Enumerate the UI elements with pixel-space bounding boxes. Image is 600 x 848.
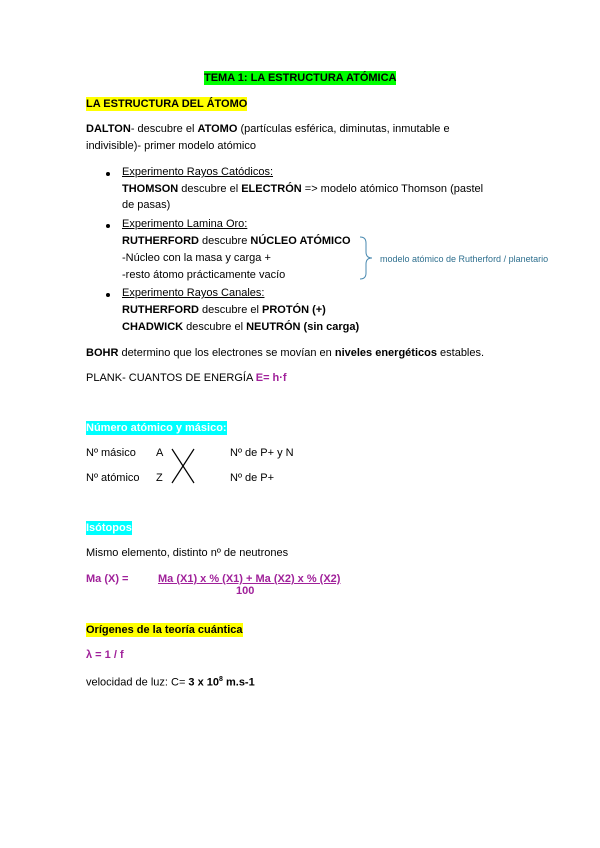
section-heading-isotopes: Isótopos (86, 522, 132, 534)
cross-icon (168, 446, 198, 486)
plank-line (86, 371, 287, 385)
light-speed-unit: m.s-1 (222, 676, 255, 689)
bullet-3-line-2 (122, 320, 359, 334)
dalton-text-2: (partículas esférica, diminutas, inmutable e (237, 123, 450, 135)
section-heading-structure: LA ESTRUCTURA DEL ÁTOMO (86, 98, 248, 110)
light-speed-exponent: 8 (219, 676, 223, 683)
section-heading-numbers: Número atómico y másico: (86, 422, 227, 434)
atomic-number-letter: Z (156, 472, 163, 484)
rutherford-2-text: descubre el (199, 304, 262, 316)
neutron: NEUTRÓN (sin carga) (246, 321, 360, 333)
chadwick-text: descubre el (183, 321, 247, 333)
mass-number-label: Nº másico (86, 447, 136, 459)
rutherford-text-1: descubre (199, 235, 251, 247)
plank-formula: E= h·f (255, 372, 287, 384)
bullet-2-line-3: -resto átomo prácticamente vacío (122, 269, 286, 281)
bohr-line (86, 346, 484, 360)
atomic-number-desc: Nº de P+ (230, 472, 275, 484)
bullet-1-title: Experimento Rayos Catódicos: (122, 166, 274, 178)
mass-number-letter: A (156, 447, 164, 459)
isotopes-line: Mismo elemento, distinto nº de neutrones (86, 547, 289, 559)
bullet-1-line-1 (122, 182, 483, 196)
light-speed-line (86, 673, 255, 690)
dalton-line-2: indivisible)- primer modelo atómico (86, 140, 256, 152)
thomson-text-1: descubre el (178, 183, 242, 195)
bullet-dot (106, 172, 110, 176)
bohr-text-1: determino que los electrones se movían en (118, 347, 335, 359)
isotope-formula-numerator: Ma (X1) x % (X1) + Ma (X2) x % (X2) (158, 573, 341, 585)
rutherford-name: RUTHERFORD (122, 235, 199, 247)
dalton-name: DALTON (86, 123, 131, 135)
bullet-1-line-2: de pasas) (122, 199, 171, 211)
light-speed-value: 3 x 10 (188, 676, 220, 689)
plank-text: PLANK- CUANTOS DE ENERGÍA (86, 372, 256, 384)
page-title: TEMA 1: LA ESTRUCTURA ATÓMICA (204, 72, 397, 84)
isotope-formula-left: Ma (X) = (86, 573, 129, 585)
atomic-number-label: Nº atómico (86, 472, 140, 484)
section-heading-quantum: Orígenes de la teoría cuántica (86, 624, 243, 636)
isotope-formula-denominator: 100 (236, 585, 255, 597)
thomson-text-2: => modelo atómico Thomson (pastel (301, 183, 484, 195)
chadwick-name: CHADWICK (122, 321, 184, 333)
bullet-2-line-2: -Núcleo con la masa y carga + (122, 252, 271, 264)
bullet-2-line-1 (122, 234, 351, 248)
lambda-formula: λ = 1 / f (86, 649, 124, 661)
curly-brace-icon (358, 236, 374, 280)
rutherford-model-note: modelo atómico de Rutherford / planetario (380, 254, 549, 264)
bohr-name: BOHR (86, 347, 119, 359)
dalton-line-1 (86, 122, 450, 136)
rutherford-2-name: RUTHERFORD (122, 304, 199, 316)
dalton-atomo: ATOMO (197, 123, 238, 135)
bullet-3-line-1 (122, 303, 326, 317)
bullet-dot (106, 224, 110, 228)
proton: PROTÓN (+) (261, 304, 326, 316)
rutherford-nucleo: NÚCLEO ATÓMICO (250, 235, 351, 247)
light-speed-text: velocidad de luz: C= (86, 676, 189, 689)
bohr-text-2: estables. (436, 347, 485, 359)
bullet-2-title: Experimento Lamina Oro: (122, 218, 248, 230)
mass-number-desc: Nº de P+ y N (230, 447, 294, 459)
thomson-electron: ELECTRÓN (241, 183, 302, 195)
bullet-3-title: Experimento Rayos Canales: (122, 287, 265, 299)
thomson-name: THOMSON (122, 183, 179, 195)
bullet-dot (106, 293, 110, 297)
dalton-text-1: - descubre el (130, 123, 198, 135)
bohr-levels: niveles energéticos (334, 347, 437, 359)
